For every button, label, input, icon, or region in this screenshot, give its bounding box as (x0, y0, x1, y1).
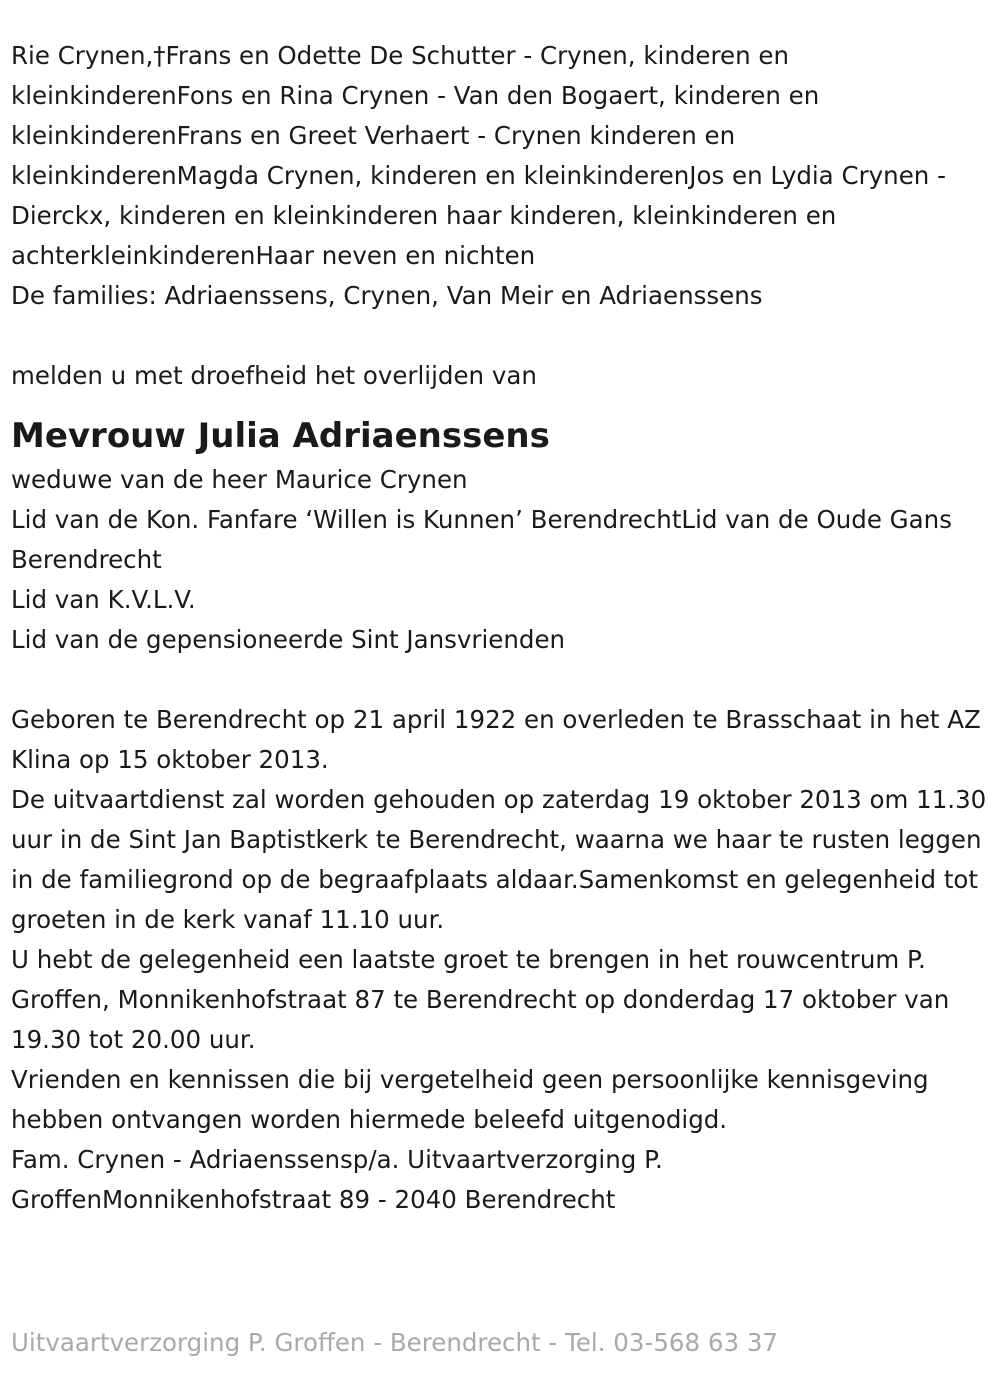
families-line: De families: Adriaenssens, Crynen, Van Meir en Adriaenssens (11, 281, 763, 310)
deceased-name: Mevrouw Julia Adriaenssens (11, 416, 550, 456)
footer-funeral-home: Uitvaartverzorging P. Groffen - Berendrecht - Tel. 03-568 63 37 (11, 1328, 779, 1357)
contact-address: Fam. Crynen - Adriaenssensp/a. Uitvaartverzorging P. GroffenMonnikenhofstraat 89 - 2040 Berendrecht (11, 1145, 663, 1214)
spacer (11, 660, 989, 700)
family-list: Rie Crynen,†Frans en Odette De Schutter - Crynen, kinderen en kleinkinderenFons en Rina Crynen - Van den Bogaert, kinderen en kleinkinderenFrans en Greet Verhaert - Crynen kinderen en kleinkinderenMagda Crynen, kinderen en kleinkinderenJos en Lydia Crynen - Dierckx, kinderen en kleinkinderen haar kinderen, kleinkinderen en achterkleinkinderenHaar neven en nichten (11, 41, 946, 270)
obituary-document (11, 36, 989, 1220)
invitation-note: Vrienden en kennissen die bij vergetelheid geen persoonlijke kennisgeving hebben ontvangen worden hiermede beleefd uitgenodigd. (11, 1065, 929, 1134)
birth-death-details: Geboren te Berendrecht op 21 april 1922 en overleden te Brasschaat in het AZ Klina op 15 oktober 2013. (11, 705, 981, 774)
spacer (11, 316, 989, 356)
announcement-text: melden u met droefheid het overlijden van (11, 361, 537, 390)
membership-line: Lid van de gepensioneerde Sint Jansvrienden (11, 625, 566, 654)
viewing-details: U hebt de gelegenheid een laatste groet te brengen in het rouwcentrum P. Groffen, Monnikenhofstraat 87 te Berendrecht op donderdag 17 oktober van 19.30 tot 20.00 uur. (11, 945, 950, 1054)
membership-line: Lid van K.V.L.V. (11, 585, 196, 614)
membership-line: Lid van de Kon. Fanfare ‘Willen is Kunnen’ BerendrechtLid van de Oude Gans Berendrecht (11, 505, 952, 574)
spouse-line: weduwe van de heer Maurice Crynen (11, 465, 468, 494)
funeral-service-details: De uitvaartdienst zal worden gehouden op zaterdag 19 oktober 2013 om 11.30 uur in de Sint Jan Baptistkerk te Berendrecht, waarna we haar te rusten leggen in de familiegrond op de begraafplaats aldaar.Samenkomst en gelegenheid tot groeten in de kerk vanaf 11.10 uur. (11, 785, 987, 934)
